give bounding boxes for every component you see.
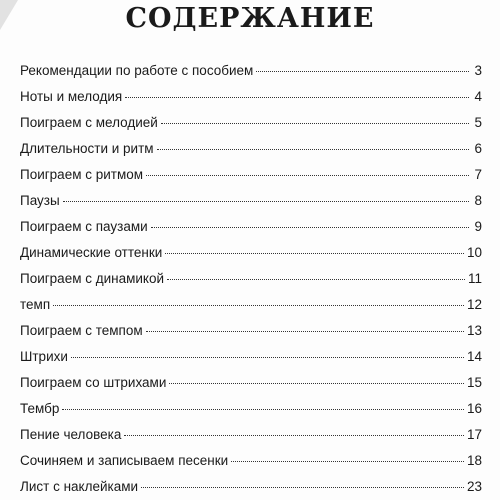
dot-leader <box>151 227 469 228</box>
toc-entry-label: Поиграем с динамикой <box>20 271 165 286</box>
dot-leader <box>256 71 469 72</box>
dot-leader <box>165 253 464 254</box>
toc-entry-label: Штрихи <box>20 349 68 364</box>
toc-entry-label: Поиграем с темпом <box>20 323 143 338</box>
toc-page-number: 5 <box>474 115 482 130</box>
toc-entry-label: Рекомендации по работе с пособием <box>20 63 254 78</box>
toc-page-number: 15 <box>466 375 482 390</box>
dot-leader <box>53 305 464 306</box>
toc-entry <box>20 63 482 89</box>
dot-leader <box>157 149 469 150</box>
toc-entry <box>20 453 482 479</box>
dot-leader <box>169 383 464 384</box>
toc-entry-label: Тембр <box>20 401 60 416</box>
dot-leader <box>161 123 469 124</box>
toc-entry <box>20 479 482 500</box>
toc-entry <box>20 167 482 193</box>
toc-entry-label: Лист с наклейками <box>20 479 139 494</box>
toc-page-number: 16 <box>466 401 482 416</box>
toc-entry <box>20 323 482 349</box>
dot-leader <box>71 357 464 358</box>
toc-entry-label: Поиграем с ритмом <box>20 167 144 182</box>
dot-leader <box>146 331 464 332</box>
toc-page-number: 23 <box>466 479 482 494</box>
toc-page-number: 17 <box>466 427 482 442</box>
toc-entry <box>20 349 482 375</box>
toc-entry <box>20 427 482 453</box>
toc-page-number: 12 <box>466 297 482 312</box>
toc-page-number: 3 <box>474 63 482 78</box>
toc-entry <box>20 115 482 141</box>
toc-entry <box>20 401 482 427</box>
toc-entry <box>20 141 482 167</box>
toc-page-number: 7 <box>474 167 482 182</box>
toc-entry-label: Паузы <box>20 193 60 208</box>
dot-leader <box>146 175 469 176</box>
toc-entry-label: Поиграем с паузами <box>20 219 148 234</box>
dot-leader <box>167 279 465 280</box>
page-title: СОДЕРЖАНИЕ <box>125 3 375 34</box>
dot-leader <box>63 201 469 202</box>
toc-entry <box>20 245 482 271</box>
toc-entry <box>20 193 482 219</box>
toc-entry-label: Поиграем с мелодией <box>20 115 158 130</box>
toc-entry-label: Ноты и мелодия <box>20 89 123 104</box>
table-of-contents <box>20 63 482 500</box>
toc-entry <box>20 271 482 297</box>
toc-entry <box>20 219 482 245</box>
toc-page-number: 4 <box>474 89 482 104</box>
dot-leader <box>125 97 469 98</box>
toc-page-number: 8 <box>474 193 482 208</box>
dot-leader <box>62 409 464 410</box>
toc-entry-label: Длительности и ритм <box>20 141 154 156</box>
toc-entry-label: Сочиняем и записываем песенки <box>20 453 229 468</box>
toc-page-number: 6 <box>474 141 482 156</box>
toc-page-number: 13 <box>466 323 482 338</box>
toc-page-number: 18 <box>466 453 482 468</box>
toc-page-number: 9 <box>474 219 482 234</box>
toc-entry-label: Динамические оттенки <box>20 245 163 260</box>
toc-page-number: 11 <box>467 271 482 286</box>
toc-entry <box>20 297 482 323</box>
dot-leader <box>141 487 464 488</box>
toc-entry-label: Пение человека <box>20 427 122 442</box>
toc-entry <box>20 375 482 401</box>
toc-entry-label: Поиграем со штрихами <box>20 375 167 390</box>
toc-page-number: 14 <box>466 349 482 364</box>
dot-leader <box>124 435 464 436</box>
dot-leader <box>231 461 464 462</box>
toc-entry-label: темп <box>20 297 51 312</box>
toc-page-number: 10 <box>466 245 482 260</box>
toc-entry <box>20 89 482 115</box>
